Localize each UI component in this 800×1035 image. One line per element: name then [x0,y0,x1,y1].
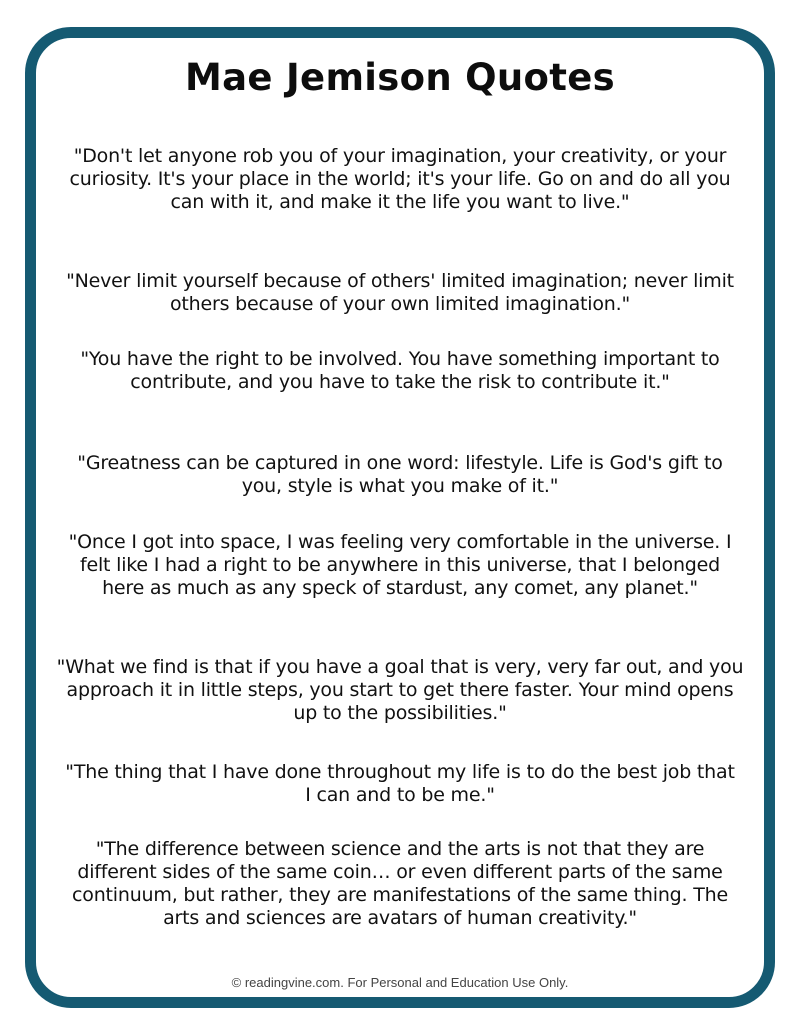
quote-4: "Greatness can be captured in one word: lifestyle. Life is God's gift to you, style is what you make of it." [77,452,723,497]
quote-6: "What we find is that if you have a goal that is very, very far out, and you approach it in little steps, you start to get there faster. Your mind opens up to the possibilities." [56,656,744,724]
quote-7: "The thing that I have done throughout my life is to do the best job that I can and to be me." [65,761,735,806]
quote-3: "You have the right to be involved. You have something important to contribute, and you have to take the risk to contribute it." [80,348,720,393]
quote-2: "Never limit yourself because of others' limited imagination; never limit others because of your own limited imagination." [66,270,734,315]
page-title: Mae Jemison Quotes [185,56,615,99]
quote-1: "Don't let anyone rob you of your imagination, your creativity, or your curiosity. It's your place in the world; it's your life. Go on and do all you can with it, and make it the life you want to live." [69,145,731,213]
quote-8: "The difference between science and the arts is not that they are different sides of the same coin… or even different parts of the same continuum, but rather, they are manifestations of the same thing. The arts and sciences are avatars of human creativity." [72,838,728,929]
copyright-footer: © readingvine.com. For Personal and Education Use Only. [231,975,569,990]
quote-5: "Once I got into space, I was feeling very comfortable in the universe. I felt like I had a right to be anywhere in this universe, that I belonged here as much as any speck of stardust, any comet, any planet." [68,531,732,599]
